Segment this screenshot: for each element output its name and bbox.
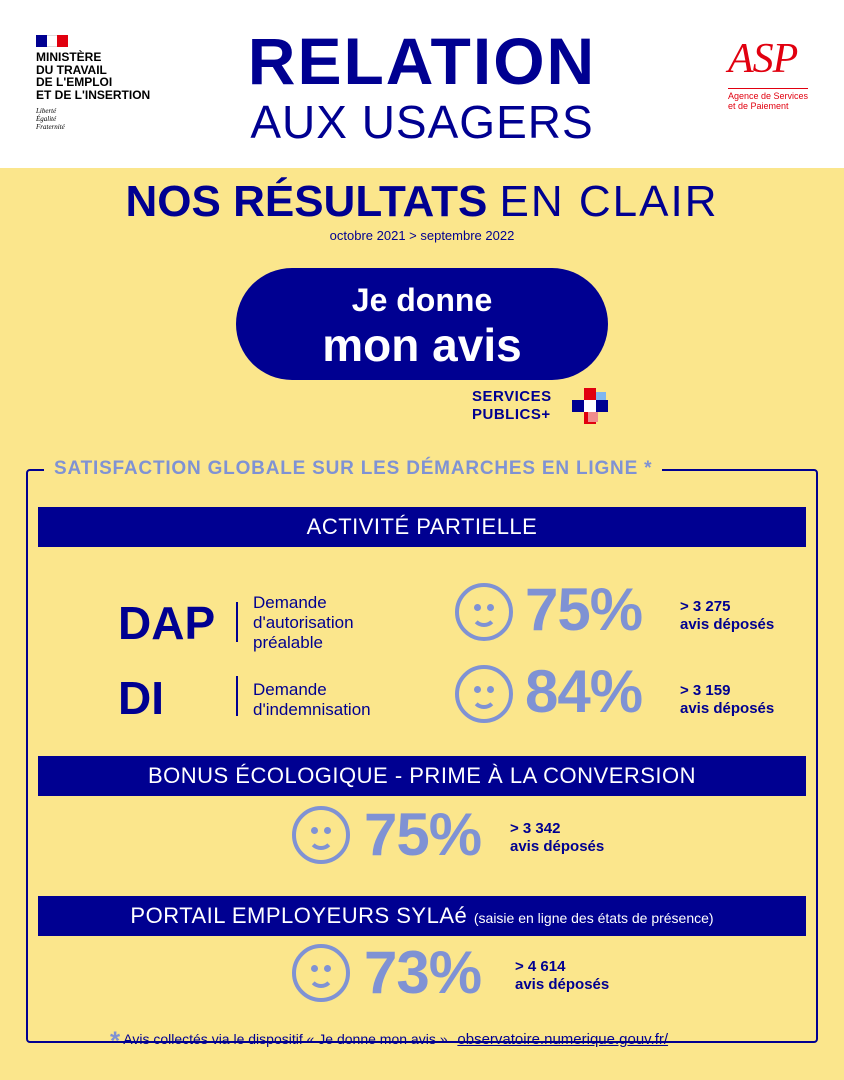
dap-percentage: 75% bbox=[525, 576, 643, 643]
asp-logo-rule bbox=[728, 88, 808, 89]
di-abbreviation: DI bbox=[118, 672, 164, 724]
services-publics-line-2: PUBLICS+ bbox=[472, 406, 551, 423]
footnote bbox=[110, 1025, 669, 1056]
je-donne-mon-avis-badge bbox=[236, 268, 608, 380]
page-title: RELATION bbox=[247, 24, 597, 98]
di-count: > 3 159 avis déposés bbox=[680, 682, 775, 717]
di-description: Demande d'indemnisation bbox=[253, 680, 371, 719]
dap-count: > 3 275 avis déposés bbox=[680, 598, 775, 633]
dap-abbreviation: DAP bbox=[118, 597, 216, 649]
bonus-percentage: 75% bbox=[364, 801, 482, 868]
sylae-count: > 4 614 avis déposés bbox=[515, 958, 610, 993]
badge-line-1: Je donne bbox=[351, 282, 493, 318]
results-title-light: EN CLAIR bbox=[499, 177, 719, 226]
ministry-name: MINISTÈRE DU TRAVAIL DE L'EMPLOI ET DE L'INSERTION bbox=[36, 50, 151, 102]
header bbox=[0, 0, 844, 168]
band-bonus-ecologique: BONUS ÉCOLOGIQUE - PRIME À LA CONVERSION bbox=[38, 756, 806, 796]
band-activite-partielle: ACTIVITÉ PARTIELLE bbox=[38, 507, 806, 547]
di-percentage: 84% bbox=[525, 658, 643, 725]
smiley-icon bbox=[292, 806, 350, 864]
dap-divider bbox=[236, 602, 238, 642]
band-portail-sylae bbox=[38, 896, 806, 936]
bonus-count: > 3 342 avis déposés bbox=[510, 820, 605, 855]
sylae-band-title: PORTAIL EMPLOYEURS SYLAé bbox=[130, 903, 468, 928]
asp-logo bbox=[728, 36, 814, 111]
results-title-strong: NOS RÉSULTATS bbox=[125, 177, 488, 226]
asp-logo-mark: ASP bbox=[728, 36, 798, 82]
services-publics-line-1: SERVICES bbox=[472, 388, 552, 405]
badge-line-2: mon avis bbox=[322, 319, 522, 371]
frame-title: SATISFACTION GLOBALE SUR LES DÉMARCHES EN LIGNE * bbox=[44, 456, 662, 482]
smiley-icon bbox=[292, 944, 350, 1002]
period-label: octobre 2021 > septembre 2022 bbox=[329, 228, 515, 243]
di-divider bbox=[236, 676, 238, 716]
footnote-asterisk: * bbox=[110, 1025, 121, 1056]
observatoire-link[interactable]: observatoire.numerique.gouv.fr/ bbox=[457, 1031, 669, 1048]
asp-agency-name: Agence de Services et de Paiement bbox=[728, 91, 809, 111]
services-publics-cross-icon bbox=[572, 388, 610, 424]
smiley-icon bbox=[455, 665, 513, 723]
republic-motto: Liberté Égalité Fraternité bbox=[36, 107, 65, 131]
dap-description: Demande d'autorisation préalable bbox=[253, 593, 354, 652]
services-publics-logo bbox=[472, 388, 552, 424]
sylae-band-note: (saisie en ligne des états de présence) bbox=[473, 910, 714, 926]
smiley-icon bbox=[455, 583, 513, 641]
results-title bbox=[0, 176, 844, 228]
sylae-percentage: 73% bbox=[364, 939, 482, 1006]
footnote-text: Avis collectés via le dispositif « Je donne mon avis » bbox=[123, 1031, 448, 1047]
page-subtitle: AUX USAGERS bbox=[250, 96, 594, 148]
